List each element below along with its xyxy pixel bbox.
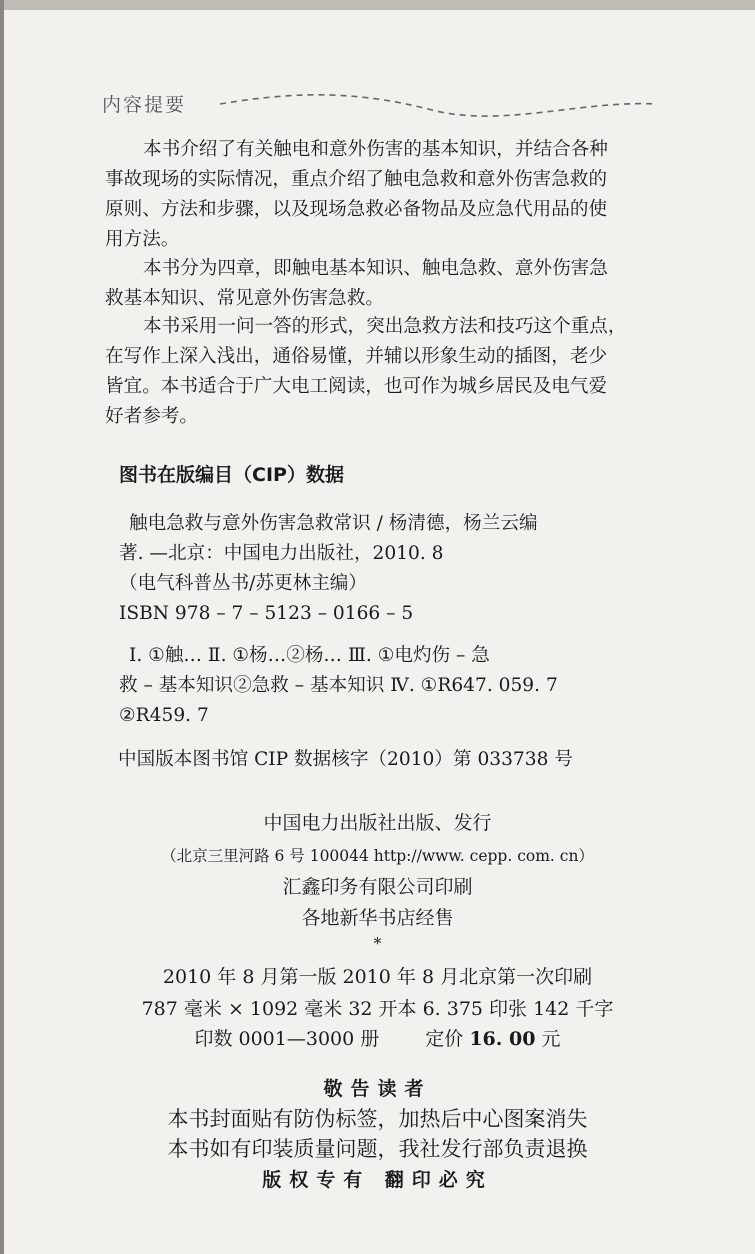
notice-line-2: 本书如有印装质量问题，我社发行部负责退换 xyxy=(167,1137,588,1161)
publisher-name: 中国电力出版社出版、发行 xyxy=(263,812,492,834)
text-line: 用方法。 xyxy=(105,229,180,250)
text-line: 在写作上深入浅出，通俗易懂，并辅以形象生动的插图，老少 xyxy=(105,346,608,367)
text-line: 中国版本图书馆 CIP 数据核字（2010）第 033738 号 xyxy=(118,749,573,770)
summary-paragraph-3 xyxy=(105,312,661,432)
text-line: 救 – 基本知识②急救 – 基本知识 Ⅳ. ①R647. 059. 7 xyxy=(119,675,558,696)
summary-paragraph-1 xyxy=(105,135,661,255)
price-unit: 元 xyxy=(541,1028,561,1050)
text-line: 本书分为四章，即触电基本知识、触电急救、意外伤害急 xyxy=(143,258,608,279)
text-line: （电气科普丛书/苏更林主编） xyxy=(119,573,367,594)
text-line: 原则、方法和步骤，以及现场急救必备物品及应急代用品的使 xyxy=(105,199,608,220)
text-line: 事故现场的实际情况，重点介绍了触电急救和意外伤害急救的 xyxy=(105,169,608,190)
page-left-edge xyxy=(0,0,4,1254)
notice-line-1: 本书封面贴有防伪标签，加热后中心图案消失 xyxy=(167,1107,588,1131)
separator-asterisk: * xyxy=(373,935,382,953)
text-line: 皆宜。本书适合于广大电工阅读，也可作为城乡居民及电气爱 xyxy=(105,376,608,397)
notice-title: 敬告读者 xyxy=(323,1078,432,1100)
printer-name: 汇鑫印务有限公司印刷 xyxy=(282,876,473,898)
price-value: 16. 00 xyxy=(469,1028,536,1050)
summary-paragraph-2 xyxy=(105,254,661,314)
text-line: 好者参考。 xyxy=(105,406,198,427)
text-line: 触电急救与意外伤害急救常识 / 杨清德，杨兰云编 xyxy=(129,513,538,534)
seller-name: 各地新华书店经售 xyxy=(301,907,454,929)
format-info: 787 毫米 × 1092 毫米 32 开本 6. 375 印张 142 千字 xyxy=(141,998,614,1020)
text-line: Ⅰ. ①触… Ⅱ. ①杨…②杨… Ⅲ. ①电灼伤 – 急 xyxy=(129,645,490,666)
cip-registration xyxy=(118,745,663,775)
cip-title: 图书在版编目（CIP）数据 xyxy=(119,464,344,486)
text-line: ISBN 978 – 7 – 5123 – 0166 – 5 xyxy=(119,603,414,624)
publisher-address: （北京三里河路 6 号 100044 http://www. cepp. com. cn） xyxy=(161,847,594,865)
cip-record xyxy=(119,509,664,629)
text-line: ②R459. 7 xyxy=(119,705,209,726)
text-line: 著. —北京：中国电力出版社，2010. 8 xyxy=(119,543,444,564)
page-top-edge xyxy=(0,0,755,10)
print-price-info xyxy=(0,1024,755,1051)
text-line: 本书介绍了有关触电和意外伤害的基本知识，并结合各种 xyxy=(143,139,608,160)
text-line: 救基本知识、常见意外伤害急救。 xyxy=(105,288,384,309)
cip-classification xyxy=(119,641,664,731)
price-label: 定价 xyxy=(425,1028,464,1050)
summary-header xyxy=(102,88,662,124)
print-run: 印数 0001—3000 册 xyxy=(194,1028,380,1050)
copyright-notice: 版权专有 翻印必究 xyxy=(262,1169,493,1191)
edition-info: 2010 年 8 月第一版 2010 年 8 月北京第一次印刷 xyxy=(162,966,593,988)
text-line: 本书采用一问一答的形式，突出急救方法和技巧这个重点， xyxy=(143,316,627,337)
summary-header-label: 内容提要 xyxy=(102,94,187,116)
